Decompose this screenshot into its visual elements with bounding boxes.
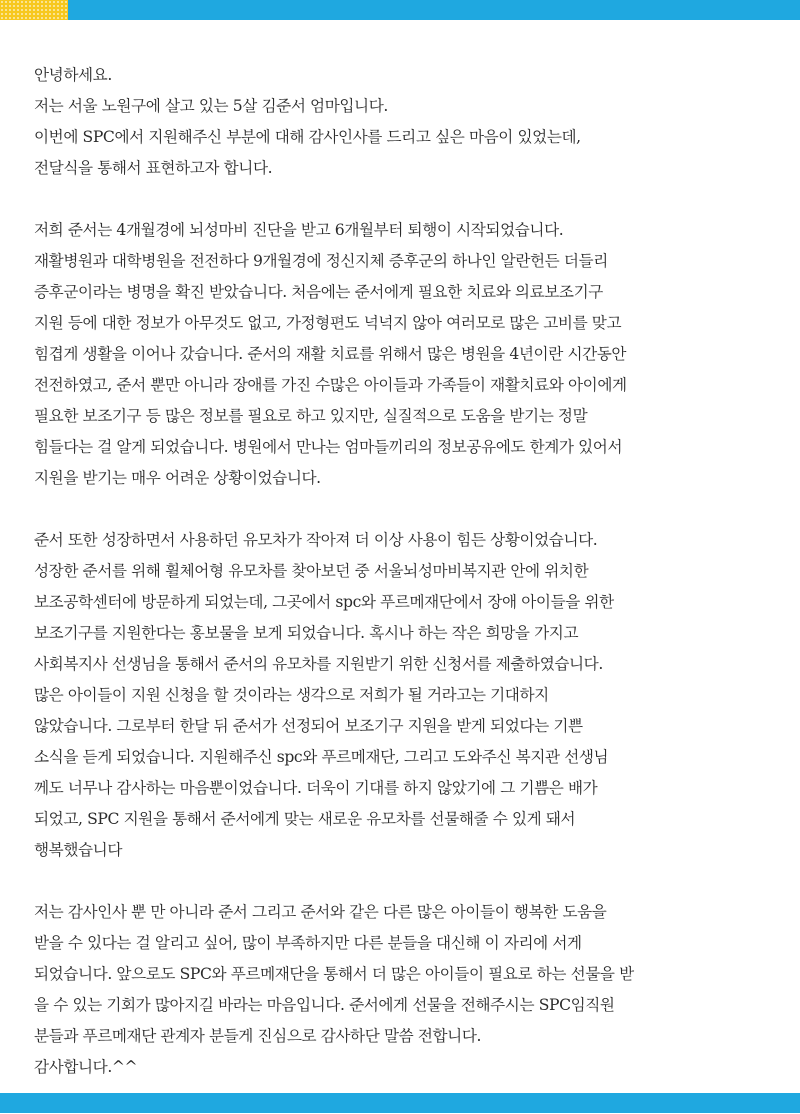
text-line: 힘들다는 걸 알게 되었습니다. 병원에서 만나는 엄마들끼리의 정보공유에도 한계가 있어서 xyxy=(34,438,623,456)
text-line: 보조공학센터에 방문하게 되었는데, 그곳에서 spc와 푸르메재단에서 장애 아이들을 위한 xyxy=(34,593,614,611)
text-line: 준서 또한 성장하면서 사용하던 유모차가 작아져 더 이상 사용이 힘든 상황이었습니다. xyxy=(34,531,598,549)
text-line: 되었습니다. 앞으로도 SPC와 푸르메재단을 통해서 더 많은 아이들이 필요로 하는 선물을 받 xyxy=(34,965,634,983)
text-line: 저희 준서는 4개월경에 뇌성마비 진단을 받고 6개월부터 퇴행이 시작되었습니다. xyxy=(34,221,564,239)
text-line: 저는 서울 노원구에 살고 있는 5살 김준서 엄마입니다. xyxy=(34,97,388,115)
paragraph-greeting xyxy=(34,60,784,184)
text-line: 안녕하세요. xyxy=(34,66,112,84)
text-line: 이번에 SPC에서 지원해주신 부분에 대해 감사인사를 드리고 싶은 마음이 있었는데, xyxy=(34,128,581,146)
text-line: 감사합니다.^^ xyxy=(34,1058,138,1076)
text-line: 사회복지사 선생님을 통해서 준서의 유모차를 지원받기 위한 신청서를 제출하였습니다. xyxy=(34,655,603,673)
text-line: 필요한 보조기구 등 많은 정보를 필요로 하고 있지만, 실질적으로 도움을 받기는 정말 xyxy=(34,407,588,425)
text-line: 소식을 듣게 되었습니다. 지원해주신 spc와 푸르메재단, 그리고 도와주신 복지관 선생님 xyxy=(34,748,609,766)
text-line: 되었고, SPC 지원을 통해서 준서에게 맞는 새로운 유모차를 선물해줄 수 있게 돼서 xyxy=(34,810,576,828)
text-line: 저는 감사인사 뿐 만 아니라 준서 그리고 준서와 같은 다른 많은 아이들이 행복한 도움을 xyxy=(34,903,607,921)
text-line: 재활병원과 대학병원을 전전하다 9개월경에 정신지체 증후군의 하나인 알란헌든 더들리 xyxy=(34,252,608,270)
top-accent-block xyxy=(0,0,68,20)
text-line: 을 수 있는 기회가 많아지길 바라는 마음입니다. 준서에게 선물을 전해주시는 SPC임직원 xyxy=(34,996,615,1014)
text-line: 지원 등에 대한 정보가 아무것도 없고, 가정형편도 넉넉지 않아 여러모로 많은 고비를 맞고 xyxy=(34,314,622,332)
bottom-banner-bar xyxy=(0,1093,800,1113)
text-line: 힘겹게 생활을 이어나 갔습니다. 준서의 재활 치료를 위해서 많은 병원을 4년이란 시간동안 xyxy=(34,345,627,363)
text-line: 많은 아이들이 지원 신청을 할 것이라는 생각으로 저희가 될 거라고는 기대하지 xyxy=(34,686,549,704)
text-line: 지원을 받기는 매우 어려운 상황이었습니다. xyxy=(34,469,321,487)
paragraph-closing xyxy=(34,897,784,1083)
text-line: 행복했습니다 xyxy=(34,841,122,859)
text-line: 전전하였고, 준서 뿐만 아니라 장애를 가진 수많은 아이들과 가족들이 재활치료와 아이에게 xyxy=(34,376,627,394)
letter-body xyxy=(34,60,784,1114)
text-line: 성장한 준서를 위해 휠체어형 유모차를 찾아보던 중 서울뇌성마비복지관 안에 위치한 xyxy=(34,562,589,580)
paragraph-background xyxy=(34,215,784,494)
text-line: 받을 수 있다는 걸 알리고 싶어, 많이 부족하지만 다른 분들을 대신해 이 자리에 서게 xyxy=(34,934,582,952)
text-line: 증후군이라는 병명을 확진 받았습니다. 처음에는 준서에게 필요한 치료와 의료보조기구 xyxy=(34,283,603,301)
text-line: 분들과 푸르메재단 관계자 분들게 진심으로 감사하단 말씀 전합니다. xyxy=(34,1027,482,1045)
text-line: 보조기구를 지원한다는 홍보물을 보게 되었습니다. 혹시나 하는 작은 희망을 가지고 xyxy=(34,624,579,642)
text-line: 전달식을 통해서 표현하고자 합니다. xyxy=(34,159,273,177)
text-line: 께도 너무나 감사하는 마음뿐이었습니다. 더욱이 기대를 하지 않았기에 그 기쁨은 배가 xyxy=(34,779,598,797)
top-banner-bar xyxy=(0,0,800,20)
text-line: 않았습니다. 그로부터 한달 뒤 준서가 선정되어 보조기구 지원을 받게 되었다는 기쁜 xyxy=(34,717,583,735)
paragraph-stroller xyxy=(34,525,784,866)
